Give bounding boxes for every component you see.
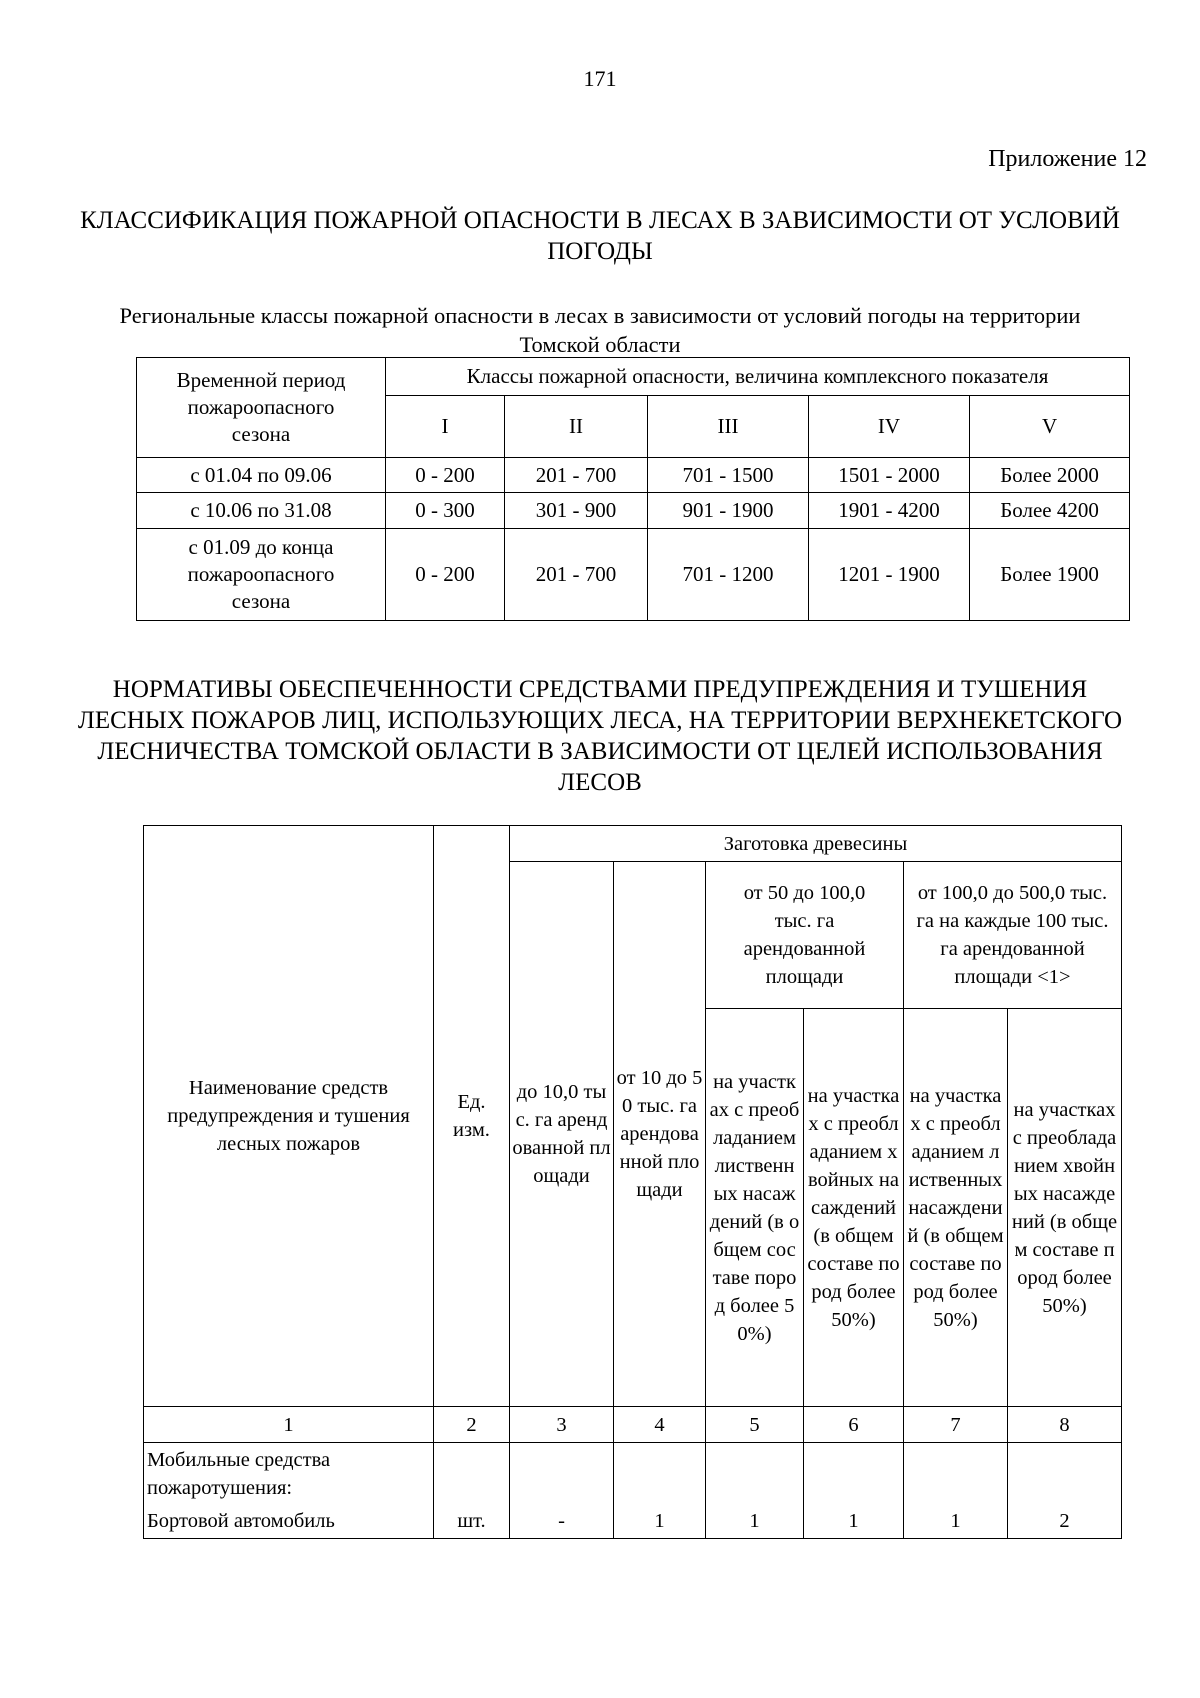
value-cell: 1 [804, 1505, 904, 1539]
vehicle-name: Бортовой автомобиль [144, 1505, 434, 1539]
norms-title: НОРМАТИВЫ ОБЕСПЕЧЕННОСТИ СРЕДСТВАМИ ПРЕДУПРЕЖДЕНИЯ И ТУШЕНИЯ ЛЕСНЫХ ПОЖАРОВ ЛИЦ, ИСПОЛЬЗУЮЩИХ ЛЕСА, НА ТЕРРИТОРИИ ВЕРХНЕКЕТСКОГО ЛЕСНИЧЕСТВА ТОМСКОЙ ОБЛАСТИ В ЗАВИСИМОСТИ ОТ ЦЕЛЕЙ ИСПОЛЬЗОВАНИЯ ЛЕСОВ [77, 676, 1123, 796]
value-cell: Более 2000 [970, 458, 1130, 493]
empty-cell [614, 1443, 706, 1505]
unit-cell: шт. [434, 1505, 510, 1539]
col5-header: на участках с преобладанием лиственных насаждений (в общем составе пород более 50%) [706, 1009, 804, 1407]
column-number: 4 [614, 1407, 706, 1443]
column-number-row [144, 1407, 1122, 1443]
classes-header: Классы пожарной опасности, величина комплексного показателя [386, 358, 1130, 396]
logging-header: Заготовка древесины [510, 826, 1122, 862]
fire-danger-class-table [136, 357, 1130, 621]
value-cell: 1501 - 2000 [809, 458, 970, 493]
value-cell: Более 1900 [970, 529, 1130, 621]
value-cell: 0 - 300 [386, 493, 505, 529]
unit-header: Ед. изм. [434, 826, 510, 1407]
empty-cell [706, 1443, 804, 1505]
column-number: 7 [904, 1407, 1008, 1443]
class-label: III [648, 396, 809, 458]
empty-cell [904, 1443, 1008, 1505]
value-cell: 1 [614, 1505, 706, 1539]
col6-header: на участках с преобладанием хвойных насаждений (в общем составе пород более 50%) [804, 1009, 904, 1407]
group-100-500-header: от 100,0 до 500,0 тыс. га на каждые 100 тыс. га арендованной площади <1> [904, 862, 1122, 1009]
column-number: 3 [510, 1407, 614, 1443]
period-cell: с 01.04 по 09.06 [137, 458, 386, 493]
value-cell: 201 - 700 [505, 529, 648, 621]
value-cell: 1901 - 4200 [809, 493, 970, 529]
class-label: IV [809, 396, 970, 458]
fire-equipment-norms-table [143, 825, 1122, 1539]
period-cell: с 10.06 по 31.08 [137, 493, 386, 529]
value-cell: - [510, 1505, 614, 1539]
section-label: Мобильные средства пожаротушения: [144, 1443, 434, 1505]
class-label: II [505, 396, 648, 458]
table-row [137, 458, 1130, 493]
period-cell: с 01.09 до конца пожароопасного сезона [137, 529, 386, 621]
value-cell: 1 [904, 1505, 1008, 1539]
col8-header: на участках с преобладанием хвойных насаждений (в общем составе пород более 50%) [1008, 1009, 1122, 1407]
group-50-100-header: от 50 до 100,0 тыс. га арендованной площади [706, 862, 904, 1009]
value-cell: 701 - 1500 [648, 458, 809, 493]
empty-cell [804, 1443, 904, 1505]
classification-title: КЛАССИФИКАЦИЯ ПОЖАРНОЙ ОПАСНОСТИ В ЛЕСАХ В ЗАВИСИМОСТИ ОТ УСЛОВИЙ ПОГОДЫ [80, 207, 1120, 265]
value-cell: 701 - 1200 [648, 529, 809, 621]
value-cell: 0 - 200 [386, 458, 505, 493]
empty-cell [434, 1443, 510, 1505]
classification-subtitle: Региональные классы пожарной опасности в лесах в зависимости от условий погоды на территории Томской области [119, 303, 1081, 357]
column-number: 8 [1008, 1407, 1122, 1443]
column-number: 1 [144, 1407, 434, 1443]
value-cell: 2 [1008, 1505, 1122, 1539]
page-number: 171 [583, 66, 617, 91]
value-cell: Более 4200 [970, 493, 1130, 529]
class-label: I [386, 396, 505, 458]
col4-header: от 10 до 50 тыс. га арендованной площади [614, 862, 706, 1407]
empty-cell [510, 1443, 614, 1505]
table-row [137, 529, 1130, 621]
value-cell: 901 - 1900 [648, 493, 809, 529]
table-row [144, 1505, 1122, 1539]
equipment-name-header: Наименование средств предупреждения и тушения лесных пожаров [144, 826, 434, 1407]
column-number: 2 [434, 1407, 510, 1443]
class-label: V [970, 396, 1130, 458]
appendix-label: Приложение 12 [988, 146, 1147, 172]
column-number: 5 [706, 1407, 804, 1443]
col7-header: на участках с преобладанием лиственных насаждений (в общем составе пород более 50%) [904, 1009, 1008, 1407]
value-cell: 1201 - 1900 [809, 529, 970, 621]
value-cell: 1 [706, 1505, 804, 1539]
table-row [137, 493, 1130, 529]
value-cell: 0 - 200 [386, 529, 505, 621]
col3-header: до 10,0 тыс. га арендованной площади [510, 862, 614, 1407]
table-row [144, 1443, 1122, 1505]
period-header: Временной период пожароопасного сезона [137, 358, 386, 458]
value-cell: 201 - 700 [505, 458, 648, 493]
column-number: 6 [804, 1407, 904, 1443]
empty-cell [1008, 1443, 1122, 1505]
value-cell: 301 - 900 [505, 493, 648, 529]
